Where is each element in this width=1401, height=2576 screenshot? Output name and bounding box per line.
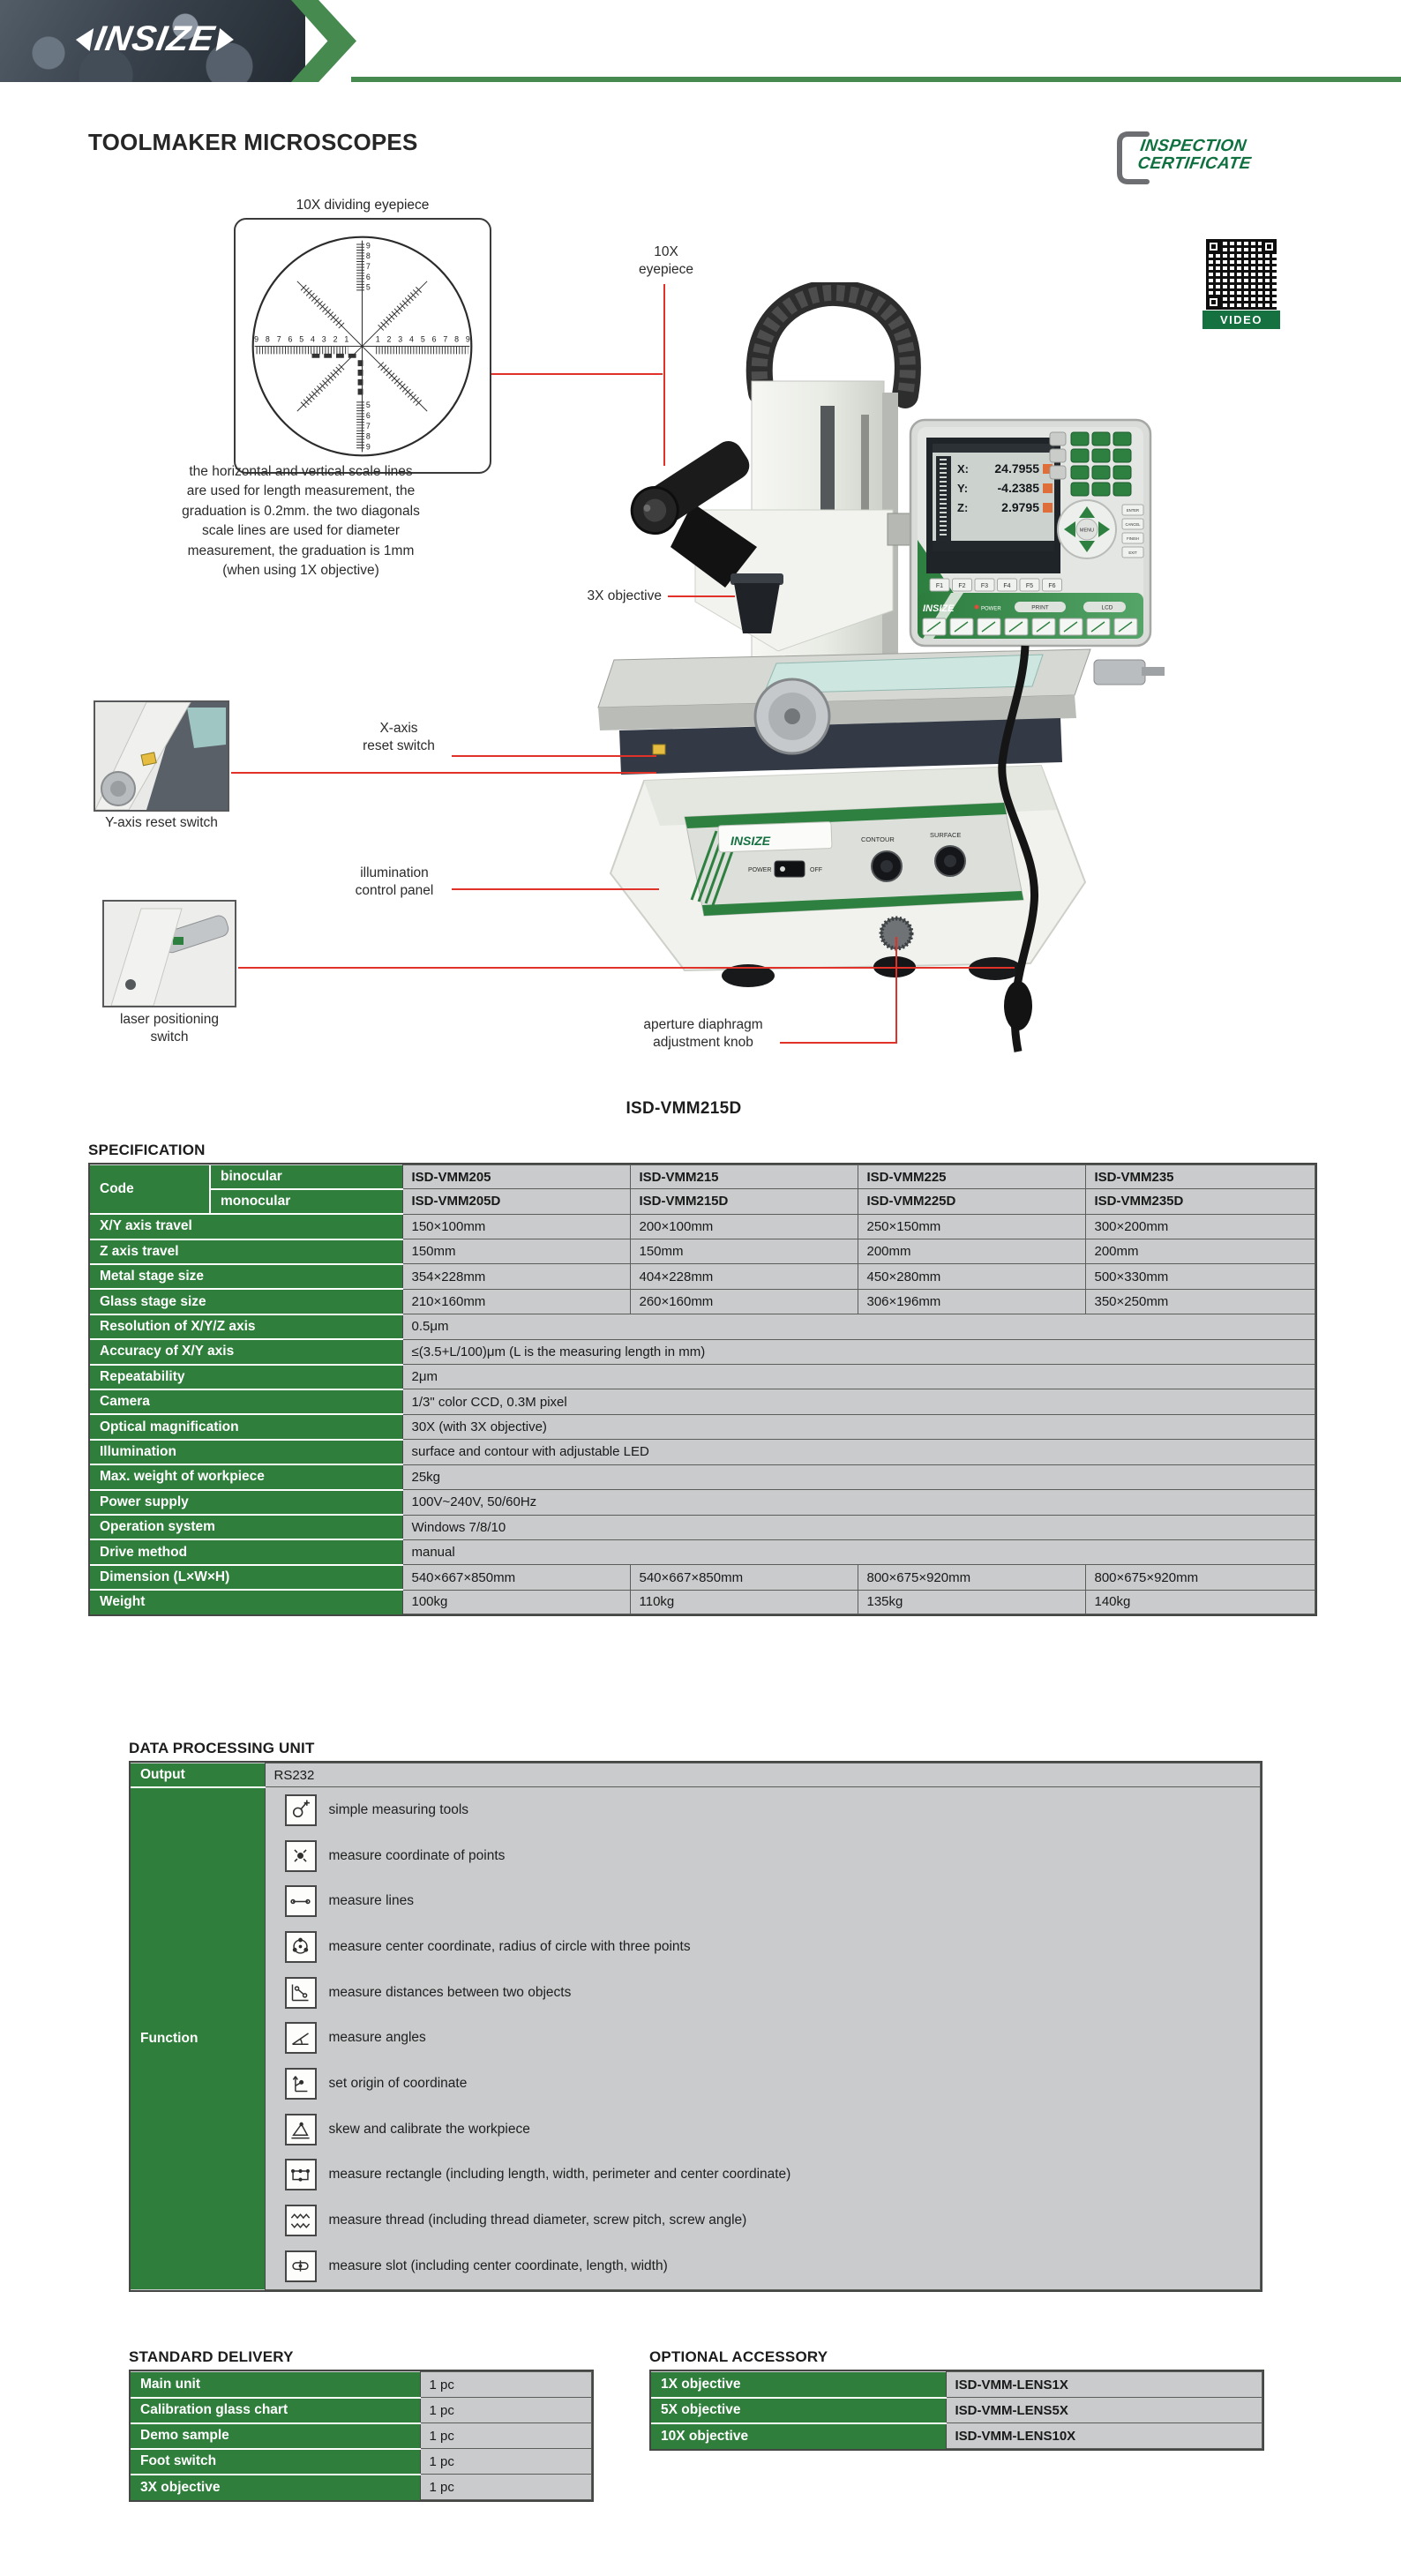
function-item-text: skew and calibrate the workpiece [328, 2121, 530, 2137]
function-item-text: measure center coordinate, radius of circle with three points [328, 1938, 691, 1954]
label-10x-eyepiece [618, 243, 715, 279]
reticle-number: 8 [265, 334, 270, 344]
function-item-text: measure coordinate of points [328, 1847, 506, 1863]
distance-icon [285, 1977, 317, 2009]
label-illumination-control-panel [341, 865, 448, 900]
spec-row-label: Illumination [90, 1440, 402, 1464]
spec-value: manual [402, 1539, 1315, 1564]
delivery-item: Demo sample [131, 2423, 420, 2449]
spec-model-code: ISD-VMM225 [858, 1165, 1085, 1189]
spec-value: 30X (with 3X objective) [402, 1414, 1315, 1439]
spec-code-type: monocular [210, 1189, 402, 1214]
delivery-item: Main unit [131, 2372, 420, 2398]
logo-arrow-left-icon [74, 28, 94, 51]
spec-row-label: Resolution of X/Y/Z axis [90, 1314, 402, 1339]
eyepiece-caption [93, 462, 509, 580]
dpu-heading: DATA PROCESSING UNIT [129, 1740, 315, 1756]
label-line: aperture diaphragm [643, 1017, 763, 1032]
spec-value: 260×160mm [630, 1289, 858, 1314]
delivery-table [129, 2370, 594, 2502]
reticle-number: 9 [365, 442, 371, 452]
reticle-number: 6 [288, 334, 293, 344]
spec-value: 540×667×850mm [402, 1565, 630, 1590]
spec-value: 404×228mm [630, 1264, 858, 1289]
dividing-eyepiece-diagram [234, 218, 491, 474]
caption-line: graduation is 0.2mm. the two diagonals [182, 503, 420, 519]
accessory-item: 10X objective [651, 2423, 946, 2449]
slot-icon [285, 2250, 317, 2282]
contour-label: CONTOUR [861, 835, 895, 843]
y-axis-inset-photo [94, 700, 229, 812]
spec-value: 150×100mm [402, 1214, 630, 1239]
accessory-heading: OPTIONAL ACCESSORY [649, 2348, 828, 2365]
dpu-function-cell [265, 1787, 1261, 2290]
power-switch[interactable] [775, 861, 805, 877]
reticle-number: 6 [365, 272, 371, 281]
x-axis-reset-switch[interactable] [653, 745, 665, 754]
label-line: control panel [355, 883, 434, 898]
spec-value: 500×330mm [1085, 1264, 1315, 1289]
spec-value: 200mm [858, 1239, 1085, 1264]
reticle-number: 2 [386, 334, 392, 344]
inspection-certificate-badge [1113, 129, 1290, 192]
svg-text:F6: F6 [1048, 583, 1056, 589]
label-3x-objective: 3X objective [587, 588, 662, 603]
dro-nav-pad[interactable] [1058, 500, 1116, 558]
base-brand-text: INSIZE [730, 834, 771, 848]
line-icon [285, 1885, 317, 1917]
svg-text:F3: F3 [980, 583, 989, 589]
label-line: reset switch [363, 738, 435, 753]
spec-value: 0.5μm [402, 1314, 1315, 1339]
spec-row-label: Max. weight of workpiece [90, 1464, 402, 1489]
accessory-table [649, 2370, 1264, 2451]
spec-row-label: Drive method [90, 1539, 402, 1564]
certificate-line1: INSPECTION [1139, 137, 1248, 155]
spec-model-code: ISD-VMM225D [858, 1189, 1085, 1214]
spec-value: 250×150mm [858, 1214, 1085, 1239]
delivery-qty: 1 pc [420, 2449, 591, 2475]
svg-text:EXIT: EXIT [1128, 550, 1137, 555]
reticle-number: 7 [276, 334, 281, 344]
reticle-number: 5 [299, 334, 304, 344]
spec-value: 150mm [402, 1239, 630, 1264]
accessory-item: 5X objective [651, 2398, 946, 2423]
measuring-tools-icon [285, 1794, 317, 1826]
dro-print-label: PRINT [1031, 604, 1049, 611]
spec-code-label: Code [90, 1165, 210, 1215]
spec-code-type: binocular [210, 1165, 402, 1189]
reticle-number: 7 [365, 421, 371, 431]
dro-z-label: Z: [957, 501, 969, 514]
dro-power-label: POWER [981, 606, 1001, 612]
surface-label: SURFACE [930, 831, 962, 839]
specification-table [88, 1163, 1317, 1616]
accessory-code: ISD-VMM-LENS10X [946, 2423, 1262, 2449]
function-item [266, 2198, 1261, 2243]
reticle-number: 7 [443, 334, 448, 344]
spec-row-label: Z axis travel [90, 1239, 402, 1264]
dpu-function-label: Function [131, 1787, 265, 2290]
reticle-number: 9 [365, 241, 371, 251]
label-line: switch [150, 1030, 189, 1045]
function-item [266, 2107, 1261, 2153]
dro-z-value: 2.9795 [1001, 500, 1039, 514]
spec-value: Windows 7/8/10 [402, 1515, 1315, 1539]
logo-text: INSIZE [92, 19, 218, 58]
accessory-item: 1X objective [651, 2372, 946, 2398]
svg-text:F1: F1 [935, 583, 944, 589]
reticle-drawing [236, 220, 489, 471]
reticle-number: 5 [420, 334, 425, 344]
function-item [266, 1787, 1261, 1833]
qr-finder-icon [1206, 295, 1221, 310]
power-label: POWER [748, 867, 772, 873]
dro-brand-text: INSIZE [923, 603, 955, 614]
reticle-number: 3 [398, 334, 403, 344]
cable-chain [760, 293, 908, 395]
spec-model-code: ISD-VMM205D [402, 1189, 630, 1214]
function-item-text: set origin of coordinate [328, 2075, 468, 2091]
spec-model-code: ISD-VMM205 [402, 1165, 630, 1189]
spec-value: 300×200mm [1085, 1214, 1315, 1239]
page-title: TOOLMAKER MICROSCOPES [88, 129, 418, 155]
reticle-number: 4 [311, 334, 315, 344]
caption-line: measurement, the graduation is 1mm [187, 543, 415, 558]
dividing-eyepiece-title: 10X dividing eyepiece [296, 198, 430, 213]
reticle-number: 6 [365, 411, 371, 421]
spec-value: ≤(3.5+L/100)μm (L is the measuring length in mm) [402, 1339, 1315, 1364]
dpu-table [129, 1761, 1262, 2292]
reticle-number: 9 [465, 334, 470, 344]
function-item [266, 1924, 1261, 1970]
spec-row-label: Operation system [90, 1515, 402, 1539]
menu-key[interactable]: MENU [1079, 528, 1095, 534]
spec-value: 150mm [630, 1239, 858, 1264]
label-aperture-diaphragm-knob [623, 1016, 783, 1052]
svg-text:FINISH: FINISH [1127, 536, 1139, 541]
spec-value: 350×250mm [1085, 1289, 1315, 1314]
spec-value: 140kg [1085, 1590, 1315, 1614]
y-axis-reset-switch[interactable] [141, 753, 156, 766]
qr-finder-icon [1262, 239, 1277, 254]
spec-row-label: Glass stage size [90, 1289, 402, 1314]
delivery-qty: 1 pc [420, 2372, 591, 2398]
function-item [266, 2243, 1261, 2289]
spec-value: 1/3" color CCD, 0.3M pixel [402, 1389, 1315, 1414]
spec-value: 25kg [402, 1464, 1315, 1489]
function-item [266, 2015, 1261, 2061]
spec-value: 800×675×920mm [858, 1565, 1085, 1590]
video-badge: VIDEO [1202, 311, 1280, 329]
spec-value: 540×667×850mm [630, 1565, 858, 1590]
reticle-number: 1 [375, 334, 380, 344]
reticle-number: 5 [365, 401, 371, 410]
function-item-text: measure angles [328, 2030, 426, 2046]
spec-value: 200×100mm [630, 1214, 858, 1239]
reticle-number: 8 [365, 251, 371, 261]
spec-row-label: Repeatability [90, 1365, 402, 1389]
spec-model-code: ISD-VMM215D [630, 1189, 858, 1214]
reticle-number: 9 [254, 334, 259, 344]
function-item [266, 1833, 1261, 1879]
dro-x-label: X: [957, 462, 969, 476]
function-item-text: measure thread (including thread diameter, screw pitch, screw angle) [328, 2213, 747, 2228]
dro-y-label: Y: [957, 482, 969, 495]
accessory-code: ISD-VMM-LENS5X [946, 2398, 1262, 2423]
foot [873, 956, 916, 977]
svg-text:F2: F2 [958, 583, 966, 589]
laser-positioning-switch[interactable] [173, 937, 184, 945]
certificate-text [1136, 138, 1255, 173]
y-axis-inset-drawing [95, 702, 228, 810]
delivery-heading: STANDARD DELIVERY [129, 2348, 294, 2365]
spec-value: 110kg [630, 1590, 858, 1614]
label-x-axis-reset-switch [349, 720, 448, 755]
spec-model-code: ISD-VMM235 [1085, 1165, 1315, 1189]
dro-bottom-band [918, 593, 1143, 639]
spec-row-label: Metal stage size [90, 1264, 402, 1289]
caption-line: the horizontal and vertical scale lines [189, 464, 413, 479]
reticle-number: 8 [454, 334, 460, 344]
dpu-output-value: RS232 [265, 1764, 1261, 1787]
spec-row-label: Accuracy of X/Y axis [90, 1339, 402, 1364]
delivery-qty: 1 pc [420, 2398, 591, 2423]
reticle-number: 6 [431, 334, 437, 344]
illumination-control-panel[interactable] [685, 803, 1023, 916]
header-photo [0, 0, 305, 82]
svg-text:CANCEL: CANCEL [1125, 522, 1141, 527]
spec-row-label: X/Y axis travel [90, 1214, 402, 1239]
function-item [266, 1878, 1261, 1924]
spec-value: 100V~240V, 50/60Hz [402, 1490, 1315, 1515]
model-caption: ISD-VMM215D [626, 1099, 742, 1118]
delivery-qty: 1 pc [420, 2475, 591, 2500]
delivery-item: Foot switch [131, 2449, 420, 2475]
specification-heading: SPECIFICATION [88, 1142, 206, 1158]
certificate-line2: CERTIFICATE [1136, 154, 1253, 173]
function-item-text: measure rectangle (including length, width, perimeter and center coordinate) [328, 2167, 791, 2183]
rectangle-icon [285, 2159, 317, 2190]
function-item [266, 1970, 1261, 2016]
function-item [266, 2061, 1261, 2107]
microscope-photo [512, 282, 1165, 1067]
dro-lcd-label: LCD [1101, 604, 1113, 611]
spec-value: 210×160mm [402, 1289, 630, 1314]
reticle-number: 5 [365, 282, 371, 292]
stage-handwheel[interactable] [755, 679, 829, 753]
function-item [266, 2153, 1261, 2198]
origin-icon [285, 2068, 317, 2100]
label-line: adjustment knob [653, 1035, 753, 1050]
aperture-diaphragm-knob[interactable] [881, 918, 911, 948]
spec-value: 135kg [858, 1590, 1085, 1614]
delivery-item: Calibration glass chart [131, 2398, 420, 2423]
spec-model-code: ISD-VMM215 [630, 1165, 858, 1189]
header-rule [351, 77, 1401, 82]
spec-value: 2μm [402, 1365, 1315, 1389]
svg-text:F5: F5 [1025, 583, 1034, 589]
spec-value: 200mm [1085, 1239, 1315, 1264]
spec-value: 800×675×920mm [1085, 1565, 1315, 1590]
qr-finder-icon [1206, 239, 1221, 254]
caption-line: are used for length measurement, the [186, 483, 416, 499]
spec-row-label: Camera [90, 1389, 402, 1414]
dro-x-value: 24.7955 [994, 461, 1039, 476]
dro-y-value: -4.2385 [997, 481, 1039, 495]
spec-row-label: Weight [90, 1590, 402, 1614]
qr-code [1205, 238, 1277, 311]
label-line: illumination [360, 865, 429, 880]
caption-line: scale lines are used for diameter [201, 523, 400, 539]
spec-value: 354×228mm [402, 1264, 630, 1289]
label-line: laser positioning [119, 1012, 219, 1027]
function-item-text: simple measuring tools [328, 1801, 469, 1817]
spec-row-label: Dimension (L×W×H) [90, 1565, 402, 1590]
label-line: 10X [654, 244, 678, 259]
spec-row-label: Power supply [90, 1490, 402, 1515]
foot [969, 957, 1022, 980]
reticle-number: 2 [333, 334, 338, 344]
label-line: eyepiece [638, 262, 694, 277]
reticle-number: 7 [365, 262, 371, 272]
angle-icon [285, 2022, 317, 2054]
label-laser-positioning-switch [81, 1011, 258, 1046]
function-item-text: measure slot (including center coordinate, length, width) [328, 2258, 668, 2273]
laser-inset-photo [102, 900, 236, 1007]
off-label: OFF [810, 867, 822, 873]
label-line: X-axis [379, 721, 418, 736]
spec-value: surface and contour with adjustable LED [402, 1440, 1315, 1464]
function-item-text: measure distances between two objects [328, 1984, 572, 2000]
brand-logo [72, 19, 237, 59]
spec-value: 100kg [402, 1590, 630, 1614]
delivery-qty: 1 pc [420, 2423, 591, 2449]
reticle-number: 3 [321, 334, 326, 344]
reticle-number: 4 [409, 334, 414, 344]
spec-row-label: Optical magnification [90, 1414, 402, 1439]
circle-icon [285, 1931, 317, 1963]
svg-text:ENTER: ENTER [1126, 508, 1140, 513]
spec-value: 450×280mm [858, 1264, 1085, 1289]
accessory-code: ISD-VMM-LENS1X [946, 2372, 1262, 2398]
reticle-number: 8 [365, 431, 371, 441]
point-icon [285, 1840, 317, 1872]
caption-line: (when using 1X objective) [222, 563, 379, 579]
delivery-item: 3X objective [131, 2475, 420, 2500]
skew-icon [285, 2114, 317, 2145]
laser-inset-drawing [104, 902, 235, 1006]
reticle-number: 1 [344, 334, 349, 344]
dpu-output-label: Output [131, 1764, 265, 1787]
micrometer-head[interactable] [1094, 660, 1165, 685]
function-item-text: measure lines [328, 1893, 414, 1909]
foot [722, 964, 775, 987]
spec-model-code: ISD-VMM235D [1085, 1189, 1315, 1214]
thread-icon [285, 2205, 317, 2236]
label-y-axis-reset-switch: Y-axis reset switch [105, 815, 218, 830]
spec-value: 306×196mm [858, 1289, 1085, 1314]
svg-text:F4: F4 [1003, 583, 1011, 589]
logo-arrow-right-icon [216, 28, 236, 51]
